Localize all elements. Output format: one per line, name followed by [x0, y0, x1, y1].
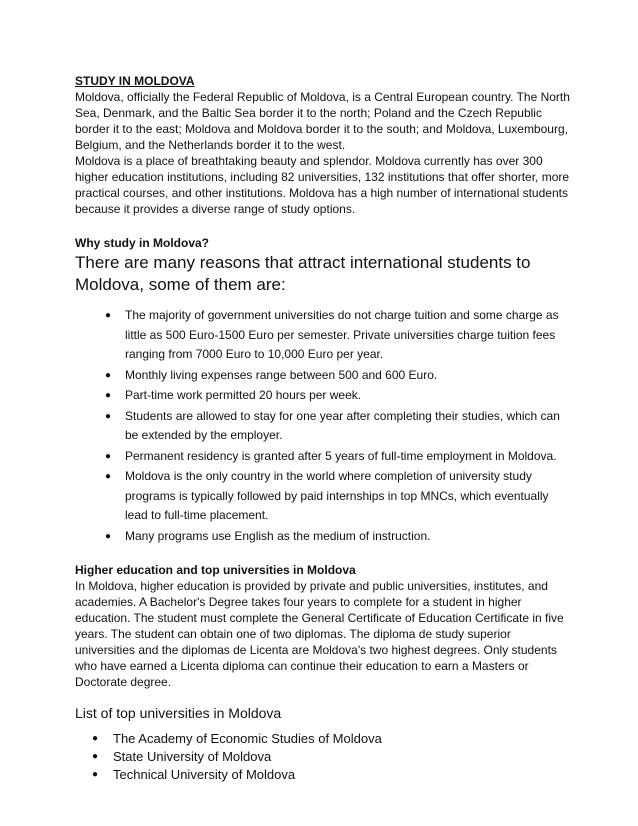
why-intro: There are many reasons that attract international students to Moldova, some of them are: — [75, 253, 531, 294]
bullet-icon: ● — [105, 530, 112, 542]
reason-text: Students are allowed to stay for one year after completing their studies, which can be extended by the employer. — [125, 408, 560, 442]
reason-text: The majority of government universities do not charge tuition and some charge as little as 500 Euro-1500 Euro per semester. Private universities charge tuition fees ranging from 7000 Euro to 10,000 Euro per year. — [125, 308, 559, 361]
list-item — [75, 306, 570, 365]
intro-paragraph-2: Moldova is a place of breathtaking beauty and splendor. Moldova currently has over 300 higher education institutions, including 82 universities, 132 institutions that offer shorter, more practical courses, and other institutions. Moldova has a high number of international students because it provides a diverse range of study options. — [75, 154, 570, 216]
bullet-icon: ● — [105, 450, 112, 462]
reason-text: Permanent residency is granted after 5 years of full-time employment in Moldova. — [125, 448, 557, 463]
reason-text: Monthly living expenses range between 500 and 600 Euro. — [125, 367, 438, 382]
reason-text: Part-time work permitted 20 hours per week. — [125, 388, 362, 402]
list-item — [75, 407, 570, 446]
list-item — [75, 366, 570, 386]
page-title: STUDY IN MOLDOVA — [75, 74, 195, 88]
bullet-icon: ● — [92, 769, 99, 780]
universities-list — [75, 730, 570, 784]
higher-education-heading: Higher education and top universities in Moldova — [75, 563, 356, 577]
list-item — [75, 766, 570, 784]
list-item — [75, 467, 570, 526]
document-body — [75, 73, 570, 784]
list-item — [75, 748, 570, 766]
bullet-icon: ● — [105, 471, 112, 482]
bullet-icon: ● — [92, 751, 99, 762]
reasons-list — [75, 306, 570, 546]
bullet-icon: ● — [105, 410, 112, 422]
higher-education-paragraph: In Moldova, higher education is provided by private and public universities, institutes, and academies. A Bachelor's Degree takes four years to complete for a student in higher education. The student must complete the General Certificate of Education Certificate in five years. The student can obtain one of two diplomas. The diploma de study superior universities and the diplomas de Licenta are Moldova's two highest degrees. Only students who have earned a Licenta diploma can continue their education to earn a Masters or Doctorate degree. — [75, 579, 564, 689]
list-item — [75, 447, 570, 467]
reason-text: Many programs use English as the medium of instruction. — [125, 528, 431, 543]
reason-text: Moldova is the only country in the world where completion of university study programs is typically followed by paid internships in top MNCs, which eventually lead to full-time placement. — [125, 469, 549, 522]
university-name: The Academy of Economic Studies of Moldova — [113, 731, 382, 746]
bullet-icon: ● — [92, 733, 99, 744]
list-item — [75, 527, 570, 547]
list-item — [75, 386, 570, 406]
universities-list-title: List of top universities in Moldova — [75, 705, 282, 721]
intro-paragraph-1: Moldova, officially the Federal Republic of Moldova, is a Central European country. The North Sea, Denmark, and the Baltic Sea border it to the north; Poland and the Czech Republic border it to the east; Moldova and Moldova border it to the south; and Moldova, Luxembourg, Belgium, and the Netherlands border it to the west. — [75, 90, 570, 152]
why-heading: Why study in Moldova? — [75, 236, 209, 250]
university-name: State University of Moldova — [113, 749, 272, 764]
bullet-icon: ● — [105, 390, 112, 401]
bullet-icon: ● — [105, 310, 112, 321]
university-name: Technical University of Moldova — [113, 767, 296, 782]
bullet-icon: ● — [105, 369, 112, 381]
list-item — [75, 730, 570, 748]
